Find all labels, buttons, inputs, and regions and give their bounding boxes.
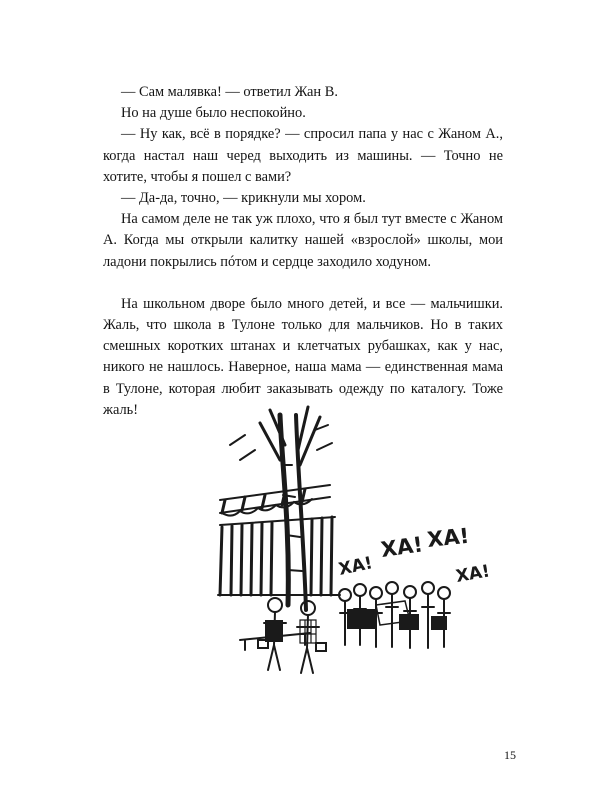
laugh-text: ХА! <box>426 523 471 552</box>
illustration <box>200 405 500 690</box>
page-number: 15 <box>504 748 516 762</box>
paragraph: На самом деле не так уж плохо, что я был тут вместе с Жаном А. Когда мы открыли калитку нашей «взрослой» школы, мои ладони покрылись пóтом и сердце заходило ходуном. <box>103 211 503 270</box>
paragraph: — Да-да, точно, — крикнули мы хором. <box>121 190 366 207</box>
crowd <box>339 582 450 648</box>
laugh-text: ХА! <box>454 561 492 587</box>
laugh-text: ХА! <box>379 532 425 562</box>
schoolyard-drawing <box>200 405 500 690</box>
paragraph: Но на душе было неспокойно. <box>121 105 306 122</box>
awning <box>220 485 330 516</box>
paragraph: — Сам малявка! — ответил Жан В. <box>121 84 338 100</box>
text-block <box>103 82 503 421</box>
fence <box>218 517 340 595</box>
paragraph: — Ну как, всё в порядке? — спросил папа у нас с Жаном А., когда настал наш черед выходить из машины. — Точно не хотите, чтобы я пошел с вами? <box>103 126 503 185</box>
paragraph: На школьном дворе было много детей, и все — мальчишки. Жаль, что школа в Тулоне только для мальчиков. Но в таких смешных коротких штанах и клетчатых рубашках, как у нас, никого не нашлось. Наверное, наша мама — единственная мама в Тулоне, которая любит заказывать одежду по каталогу. Тоже жаль! <box>103 295 503 418</box>
laugh-text: ХА! <box>336 553 375 580</box>
